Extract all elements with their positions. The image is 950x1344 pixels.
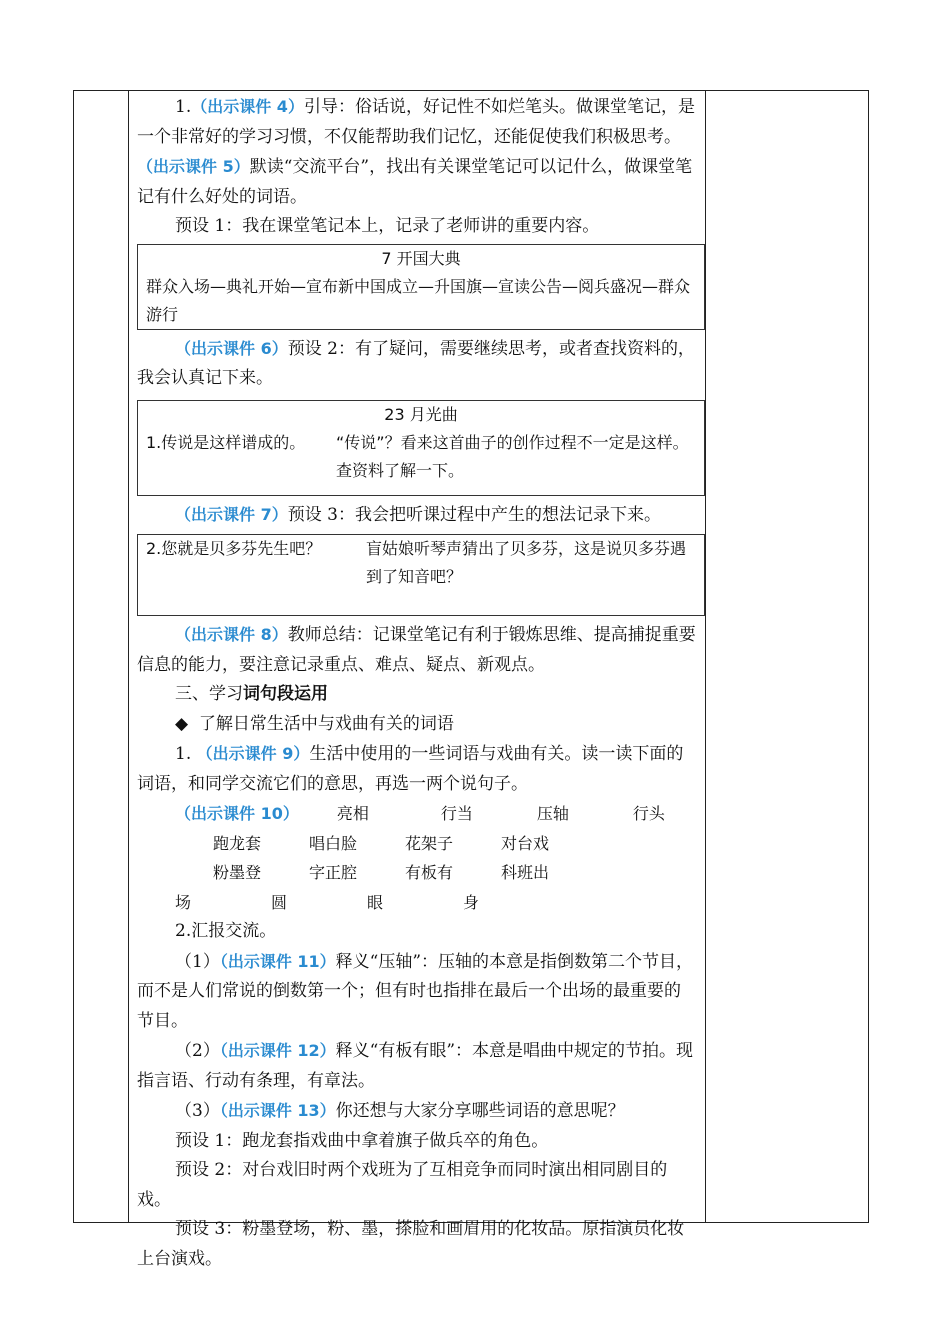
courseware-4-label: （出示课件 4） [191,97,304,116]
word-item: 字正腔圆 [271,863,358,912]
word-item: 亮相 [336,804,369,823]
note-box-row [146,535,696,591]
courseware-11-label: （出示课件 11） [219,951,336,971]
word-item: 压轴 [536,804,569,823]
note-box-title: 23 月光曲 [384,404,458,424]
courseware-13-label: （出示课件 13） [219,1101,336,1120]
courseware-6-label: （出示课件 6） [175,338,288,358]
word-item: 行头 [632,804,665,823]
note-box-row [146,429,696,485]
word-item: 花架子 [405,833,454,853]
note-comment: 盲姑娘听琴声猜出了贝多芬，这是说贝多芬遇到了知音吧？ [366,539,687,586]
item-3-paragraph: （3）（出示课件 13）你还想与大家分享哪些词语的意思呢？ [175,1101,625,1121]
step-2-heading: 2.汇报交流。 [175,921,277,941]
answer-preset-3: 预设 3：粉墨登场，粉、墨，搽脸和画眉用的化妆品。原指演员化妆上台演戏。 [137,1219,685,1269]
note-box-kaiguo [137,244,705,330]
table-right-border [868,90,869,1223]
word-item: 对台戏 [501,833,550,853]
note-box-yueguangqu [137,400,705,496]
word-item: 有板有眼 [367,863,454,912]
courseware-5-label: （出示课件 5） [137,157,250,176]
word-item: 行当 [440,804,473,823]
word-item: 跑龙套 [213,833,262,853]
courseware-10-label: （出示课件 10） [175,804,299,823]
word-list-row-2 [137,829,697,859]
note-comment: “传说”？看来这首曲子的创作过程不一定是这样。查资料了解一下。 [336,432,689,480]
answer-preset-2: 预设 2：对台戏旧时两个戏班为了互相竞争而同时演出相同剧目的戏。 [137,1160,668,1210]
summary-paragraph: （出示课件 8）教师总结：记课堂笔记有利于锻炼思维、提高捕捉重要信息的能力，要注意记录重点、难点、疑点、新观点。 [137,625,696,675]
preset-3-paragraph: （出示课件 7）预设 3：我会把听课过程中产生的想法记录下来。 [175,504,661,525]
courseware-9-label: （出示课件 9） [196,744,310,763]
courseware-7-label: （出示课件 7） [175,504,288,524]
word-list-row-1 [137,799,697,829]
step-1-paragraph: 1. （出示课件 9）生活中使用的一些词语与戏曲有关。读一读下面的词语，和同学交流它们的意思，再选一两个说句子。 [137,744,684,794]
intro-paragraph: 1.（出示课件 4）引导：俗话说，好记性不如烂笔头。做课堂笔记，是一个非常好的学习习惯，不仅能帮助我们记忆，还能促使我们积极思考。（出示课件 5）默读“交流平台”，找出有关课堂笔记可以记什么，做课堂笔记有什么好处的词语。 [137,97,695,207]
lesson-content [137,92,697,1274]
preset-1: 预设 1：我在课堂笔记本上，记录了老师讲的重要内容。 [175,216,600,236]
section-3-heading: 三、学习词句段运用 [175,684,328,704]
note-quote: 1.传说是这样谱成的。 [146,432,306,452]
preset-2-paragraph: （出示课件 6）预设 2：有了疑问，需要继续思考，或者查找资料的，我会认真记下来。 [137,338,695,388]
diamond-bullet-icon: ◆ [175,713,189,734]
note-box-title: 7 开国大典 [381,248,461,268]
word-item: 粉墨登场 [175,863,262,912]
item-2-paragraph: （2）（出示课件 12）释义“有板有眼”：本意是唱曲中规定的节拍。现指言语、行动有条理，有章法。 [137,1041,694,1091]
table-left-border [73,90,74,1223]
answer-preset-1: 预设 1：跑龙套指戏曲中拿着旗子做兵卒的角色。 [175,1130,549,1151]
item-1-paragraph: （1）（出示课件 11）释义“压轴”：压轴的本意是指倒数第二个节目，而不是人们常说的倒数第一个；但有时也指排在最后一个出场的最重要的节目。 [137,951,694,1031]
note-quote: 2.您就是贝多芬先生吧？ [146,539,322,558]
table-col-divider-2 [705,90,706,1223]
note-box-beiduofen [137,534,705,616]
word-list-row-3 [137,858,697,917]
bullet-line: ◆ 了解日常生活中与戏曲有关的词语 [175,713,454,734]
table-top-border [73,90,869,91]
courseware-8-label: （出示课件 8） [175,625,288,644]
note-box-body: 群众入场—典礼开始—宣布新中国成立—升国旗—宣读公告—阅兵盛况—群众游行 [146,276,691,324]
word-item: 科班出身 [463,863,550,912]
table-col-divider-1 [128,90,129,1223]
word-item: 唱白脸 [309,833,358,853]
courseware-12-label: （出示课件 12） [219,1041,336,1060]
